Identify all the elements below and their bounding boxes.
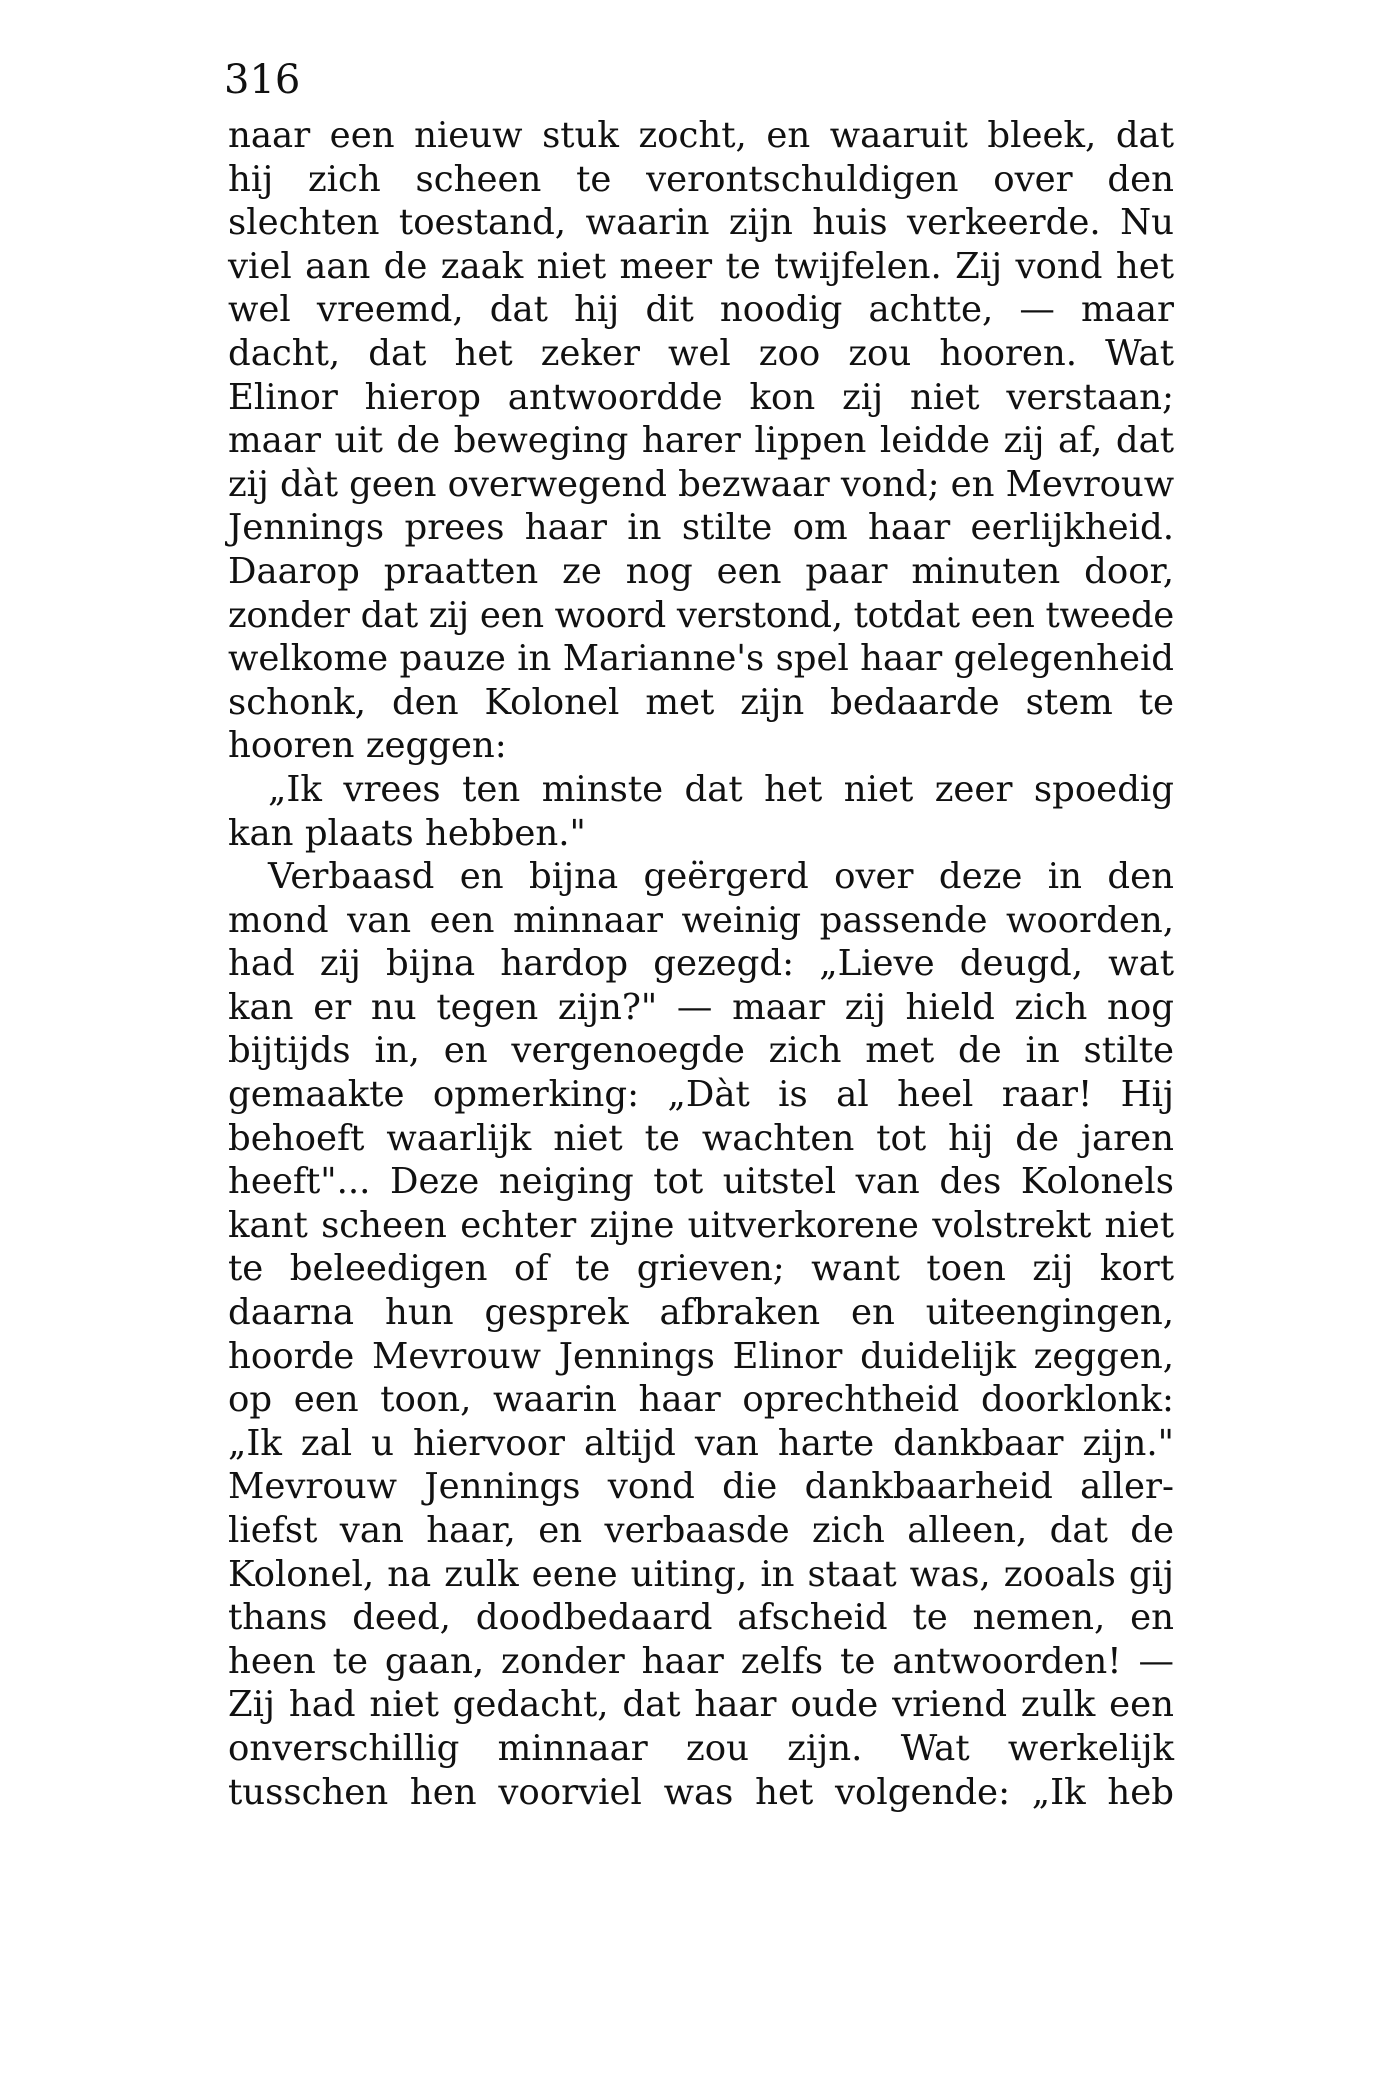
text-line: Daarop praatten ze nog een paar minuten door,: [228, 550, 1174, 592]
page-number: 316: [224, 57, 301, 103]
text-line: onverschillig minnaar zou zijn. Wat werkelijk: [228, 1727, 1174, 1769]
text-line: Elinor hierop antwoordde kon zij niet verstaan;: [228, 376, 1174, 418]
text-line: welkome pauze in Marianne's spel haar gelegenheid: [228, 638, 1174, 680]
text-line: naar een nieuw stuk zocht, en waaruit bleek, dat: [228, 115, 1174, 156]
text-line: zonder dat zij een woord verstond, totdat een tweede: [228, 594, 1174, 636]
text-line: kan er nu tegen zijn?" — maar zij hield zich nog: [228, 986, 1174, 1028]
text-line: had zij bijna hardop gezegd: „Lieve deugd, wat: [228, 943, 1174, 985]
text-line: gemaakte opmerking: „Dàt is al heel raar! Hij: [228, 1074, 1174, 1116]
text-line: Verbaasd en bijna geërgerd over deze in den: [268, 856, 1174, 898]
text-line: wel vreemd, dat hij dit noodig achtte, — maar: [228, 289, 1174, 331]
text-line: heen te gaan, zonder haar zelfs te antwoorden! —: [228, 1640, 1174, 1682]
text-line: Kolonel, na zulk eene uiting, in staat was, zooals gij: [228, 1553, 1174, 1595]
text-line: kant scheen echter zijne uitverkorene volstrekt niet: [228, 1204, 1174, 1246]
text-line: Jennings prees haar in stilte om haar eerlijkheid.: [228, 507, 1174, 549]
text-line: op een toon, waarin haar oprechtheid doorklonk:: [228, 1379, 1174, 1421]
text-line: Zij had niet gedacht, dat haar oude vriend zulk een: [228, 1684, 1174, 1726]
text-line: bijtijds in, en vergenoegde zich met de in stilte: [228, 1030, 1174, 1072]
text-line: slechten toestand, waarin zijn huis verkeerde. Nu: [228, 202, 1174, 244]
text-line: kan plaats hebben.": [228, 812, 586, 854]
text-line: hij zich scheen te verontschuldigen over den: [228, 158, 1174, 200]
text-line: te beleedigen of te grieven; want toen zij kort: [228, 1248, 1174, 1290]
text-line: tusschen hen voorviel was het volgende: „Ik heb: [228, 1771, 1174, 1813]
text-line: zij dàt geen overwegend bezwaar vond; en Mevrouw: [228, 463, 1174, 505]
text-line: behoeft waarlijk niet te wachten tot hij de jaren: [228, 1117, 1174, 1159]
text-line: liefst van haar, en verbaasde zich alleen, dat de: [228, 1510, 1174, 1551]
text-line: viel aan de zaak niet meer te twijfelen. Zij vond het: [228, 245, 1174, 287]
text-line: schonk, den Kolonel met zijn bedaarde stem te: [228, 681, 1174, 723]
text-line: mond van een minnaar weinig passende woorden,: [228, 899, 1174, 941]
text-line: hoorde Mevrouw Jennings Elinor duidelijk zeggen,: [228, 1335, 1174, 1377]
text-line: dacht, dat het zeker wel zoo zou hooren. Wat: [228, 332, 1174, 374]
text-line: „Ik vrees ten minste dat het niet zeer spoedig: [268, 768, 1174, 810]
text-line: Mevrouw Jennings vond die dankbaarheid aller-: [228, 1466, 1174, 1508]
text-line: hooren zeggen:: [228, 725, 507, 767]
text-line: „Ik zal u hiervoor altijd van harte dankbaar zijn.": [228, 1422, 1174, 1464]
text-line: daarna hun gesprek afbraken en uiteengingen,: [228, 1292, 1174, 1334]
text-line: thans deed, doodbedaard afscheid te nemen, en: [228, 1597, 1174, 1639]
text-line: maar uit de beweging harer lippen leidde zij af, dat: [228, 420, 1174, 462]
text-line: heeft"... Deze neiging tot uitstel van des Kolonels: [228, 1161, 1174, 1203]
body-text: [228, 114, 1174, 1814]
